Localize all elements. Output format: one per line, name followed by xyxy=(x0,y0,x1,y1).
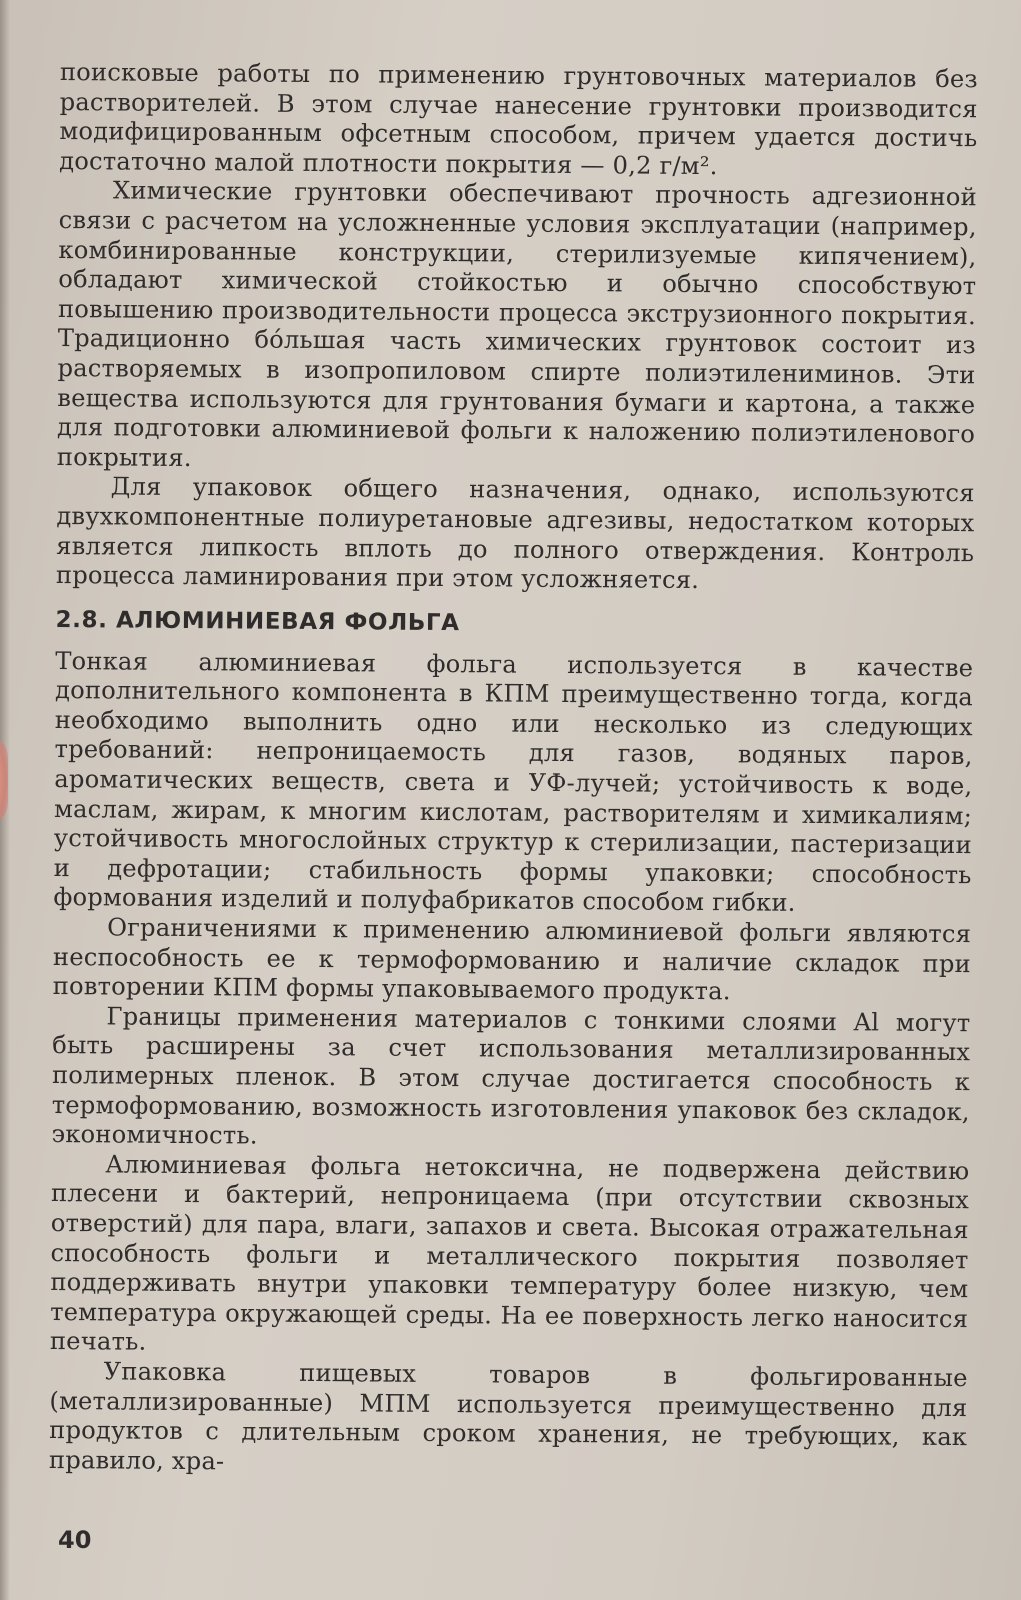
paragraph-general-packaging: Для упаковок общего назначения, однако, используются двухкомпонентные полиуретановые адгезивы, недостатком которых является липкость вплоть до полного отверждения. Контроль процесса ламинирования при этом усложняется. xyxy=(55,472,975,595)
paragraph-foil-limitations: Ограничениями к применению алюминиевой фольги являются неспособность ее к термоформованию и наличие складок при повторении КПМ формы упаковываемого продукта. xyxy=(52,913,972,1006)
paragraph-foil-usage: Тонкая алюминиевая фольга используется в качестве дополнительного компонента в КПМ преимущественно тогда, когда необходимо выполнить одно или несколько из следующих требований: непроницаемость для газов, водяных паров, ароматических веществ, света и УФ-лучей; устойчивость к воде, маслам, жирам, к многим кислотам, растворителям и химикалиям; устойчивость многослойных структур к стерилизации, пастеризации и дефротации; стабильность формы упаковки; способность формования изделий и полуфабрикатов способом гибки. xyxy=(53,646,974,918)
page-number: 40 xyxy=(58,1526,92,1554)
section-heading: 2.8. АЛЮМИНИЕВАЯ ФОЛЬГА xyxy=(55,606,460,636)
paragraph-foil-properties: Алюминиевая фольга нетоксична, не подвержена действию плесени и бактерий, непроницаема (при отсутствии сквозных отверстий) для пара, влаги, запахов и света. Высокая отражательная способность фольги и металлического покрытия позволяет поддерживать внутри упаковки температуру более низкую, чем температура окружающей среды. На ее поверхность легко наносится печать. xyxy=(49,1150,970,1357)
paragraph-chemical-primers: Химические грунтовки обеспечивают прочность адгезионной связи с расчетом на усложненные условия эксплуатации (например, комбинированные конструкции, стерилизуемые кипячением), обладают химической стойкостью и обычно способствуют повышению производительности процесса экструзионного покрытия. Традиционно бóльшая часть химических грунтовок состоит из растворяемых в изопропиловом спирте полиэтилениминов. Эти вещества используются для грунтования бумаги и картона, а также для подготовки алюминиевой фольги к наложению полиэтиленового покрытия. xyxy=(56,176,978,472)
paragraph-food-packaging: Упаковка пищевых товаров в фольгированные (металлизированные) МПМ используется преимущественно для продуктов с длительным сроком хранения, не требующих, как правило, хра- xyxy=(48,1357,968,1476)
paragraph-metallized-films: Границы применения материалов с тонкими слоями Al могут быть расширены за счет использования металлизированных полимерных пленок. В этом случае достигается способность к термоформованию, возможность изготовления упаковок без складок, экономичность. xyxy=(51,1002,971,1150)
page-text xyxy=(49,58,978,1482)
paragraph-continuation: поисковые работы по применению грунтовочных материалов без растворителей. В этом случае нанесение грунтовки производится модифицированным офсетным способом, причем удается достичь достаточно малой плотности покрытия — 0,2 г/м². xyxy=(59,58,978,180)
